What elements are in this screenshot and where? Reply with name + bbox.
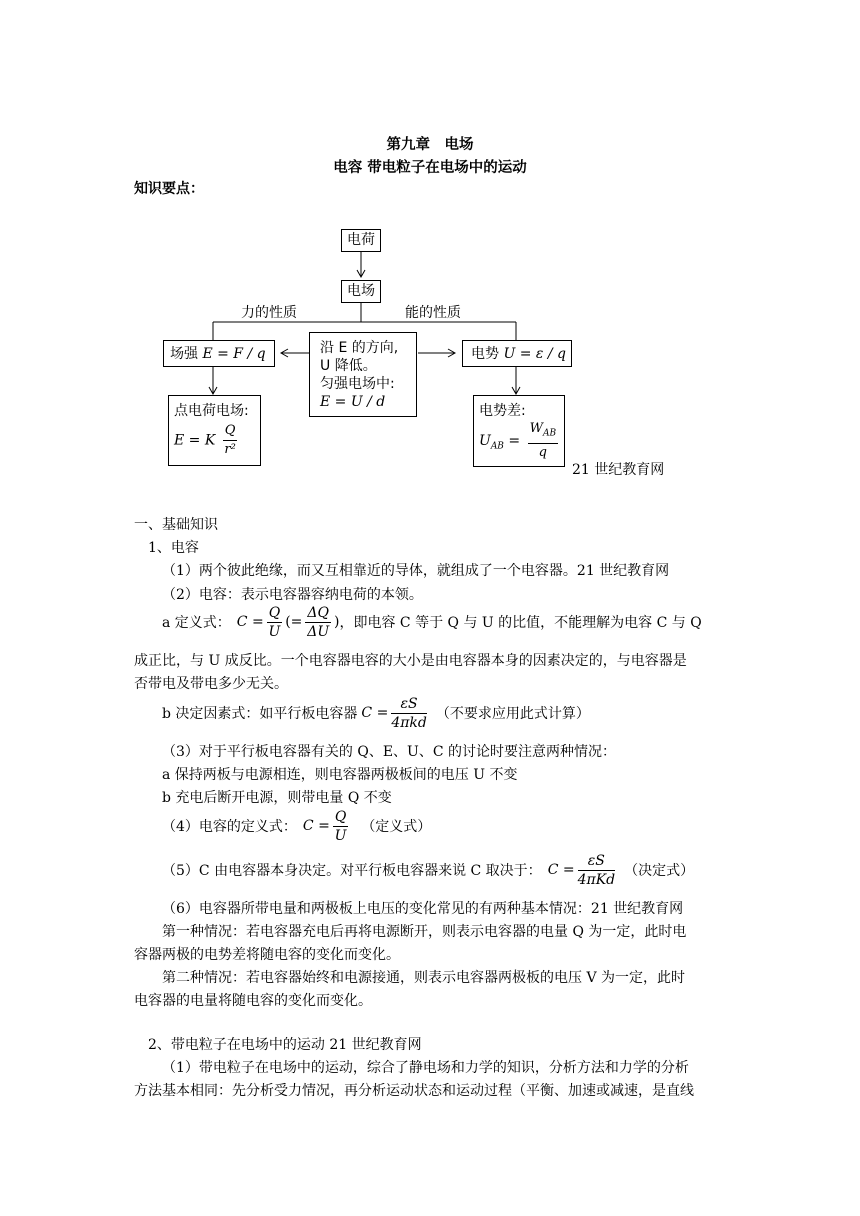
section-heading-basics: 一、基础知识 — [134, 517, 218, 533]
point-charge-denominator: r² — [224, 442, 236, 457]
diagram-node-field — [341, 280, 381, 303]
paragraph-11-line1: 第一种情况：若电容器充电后再将电源断开，则表示电容器的电量 Q 为一定，此时电 — [162, 924, 687, 940]
determinant-lhs: C = — [361, 705, 389, 721]
paragraph-9-determinant — [162, 850, 694, 890]
det2-rest: （决定式） — [624, 863, 695, 879]
pd-denominator: q — [538, 444, 547, 460]
definition-delta-numerator: ΔQ — [307, 604, 329, 621]
node-strength-formula: E = F / q — [202, 346, 266, 362]
watermark-text: 21 世纪教育网 — [572, 462, 665, 478]
paragraph-11-line2: 容器两极的电势差将随电容的变化而变化。 — [134, 947, 400, 963]
paragraph-8-definition — [162, 806, 431, 846]
node-center-line2: U 降低。 — [320, 358, 377, 374]
paragraph-12-line1: 第二种情况：若电容器始终和电源接通，则表示电容器两极板的电压 V 为一定，此时 — [162, 970, 686, 986]
det2-prefix: （5）C 由电容器本身决定。对平行板电容器来说 C 取决于： — [162, 863, 542, 879]
determinant-numerator: εS — [391, 695, 427, 714]
def2-denominator: U — [334, 827, 347, 844]
paragraph-13-line1: （1）带电粒子在电场中的运动，综合了静电场和力学的知识，分析方法和力学的分析 — [162, 1060, 689, 1076]
node-potential-formula: U = ε / q — [503, 346, 566, 362]
definition-numerator: Q — [268, 604, 281, 621]
diagram-node-center — [309, 332, 417, 417]
node-point-charge-title: 点电荷电场: — [174, 403, 249, 419]
det2-numerator: εS — [578, 852, 616, 871]
paragraph-1: （1）两个彼此绝缘，而又互相靠近的导体，就组成了一个电容器。21 世纪教育网 — [162, 563, 670, 579]
definition-paren-close: ) — [333, 614, 340, 630]
paragraph-2: （2）电容：表示电容器容纳电荷的本领。 — [162, 587, 423, 603]
paragraph-13-line2: 方法基本相同：先分析受力情况，再分析运动状态和运动过程（平衡、加速或减速，是直线 — [134, 1083, 694, 1099]
diagram-node-potential-difference: 电势差: $U_{AB}$ = $\frac{W_{AB}}{q}$ — [473, 395, 565, 467]
node-pd-lhs-sub: AB — [490, 441, 504, 452]
determinant-denominator: 4πkd — [391, 714, 427, 731]
node-pd-fraction — [528, 420, 559, 462]
node-center-line1: 沿 E 的方向, — [320, 340, 399, 356]
chapter-title: 第九章 电场 — [386, 136, 474, 153]
definition-rest: ，即电容 C 等于 Q 与 U 的比值，不能理解为电容 C 与 Q — [339, 615, 702, 631]
node-charge-label: 电荷 — [347, 232, 375, 248]
label-force-property: 力的性质 — [241, 305, 297, 321]
node-pd-lhs: U — [479, 432, 491, 449]
diagram-node-charge — [341, 229, 381, 252]
determinant-prefix: b 决定因素式：如平行板电容器 — [162, 706, 358, 722]
paragraph-3-line3: 否带电及带电多少无关。 — [134, 676, 288, 692]
node-potential-label: 电势 — [471, 346, 499, 362]
label-energy-property: 能的性质 — [405, 305, 461, 321]
paragraph-6: a 保持两板与电源相连，则电容器两极板间的电压 U 不变 — [162, 767, 518, 783]
definition-lhs: C = — [236, 614, 264, 630]
node-point-charge-fraction — [223, 422, 238, 459]
section-heading-key-points: 知识要点： — [134, 181, 204, 197]
definition-delta-fraction — [305, 604, 331, 641]
node-strength-label: 场强 — [170, 346, 198, 362]
det2-fraction — [578, 852, 616, 889]
definition-fraction — [267, 604, 282, 641]
diagram-connectors — [0, 0, 860, 500]
subsection-capacitance: 1、电容 — [148, 540, 199, 556]
paragraph-3-definition — [162, 602, 702, 642]
pd-numerator-sub: AB — [542, 428, 557, 439]
def2-rest: （定义式） — [361, 819, 432, 835]
diagram-node-field-strength — [163, 340, 275, 367]
det2-denominator: 4πKd — [577, 871, 616, 888]
paragraph-5: （3）对于平行板电容器有关的 Q、E、U、C 的讨论时要注意两种情况： — [162, 744, 617, 760]
def2-prefix: （4）电容的定义式： — [162, 819, 297, 835]
node-field-label: 电场 — [347, 283, 375, 299]
node-point-charge-lhs: E = K — [174, 432, 216, 449]
paragraph-4-determinant — [162, 693, 590, 733]
det2-lhs: C = — [547, 862, 575, 878]
node-pd-title: 电势差: — [479, 403, 526, 419]
subsection-particle-motion: 2、带电粒子在电场中的运动 21 世纪教育网 — [148, 1037, 422, 1053]
paragraph-12-line2: 电容器的电量将随电容的变化而变化。 — [134, 993, 372, 1009]
def2-lhs: C = — [302, 818, 330, 834]
paragraph-7: b 充电后断开电源，则带电量 Q 不变 — [162, 790, 392, 806]
paragraph-10: （6）电容器所带电量和两极板上电压的变化常见的有两种基本情况：21 世纪教育网 — [162, 901, 684, 917]
def2-numerator: Q — [334, 808, 347, 825]
pd-numerator: W — [529, 421, 543, 436]
diagram-node-point-charge — [168, 395, 261, 466]
definition-delta-denominator: ΔU — [307, 623, 330, 640]
determinant-rest: （不要求应用此式计算） — [435, 706, 590, 722]
definition-denominator: U — [268, 623, 281, 640]
determinant-fraction — [391, 695, 427, 732]
point-charge-numerator: Q — [223, 422, 238, 441]
page-title: 电容 带电粒子在电场中的运动 — [333, 159, 527, 176]
node-center-line3: 匀强电场中: — [320, 376, 395, 392]
paragraph-3-line2: 成正比，与 U 成反比。一个电容器电容的大小是由电容器本身的因素决定的，与电容器是 — [134, 653, 687, 669]
node-center-line4: E = U / d — [320, 394, 386, 410]
def2-fraction — [333, 808, 348, 845]
definition-prefix: a 定义式： — [162, 615, 231, 631]
diagram-node-potential — [462, 340, 572, 367]
definition-paren-open: (= — [285, 614, 303, 630]
